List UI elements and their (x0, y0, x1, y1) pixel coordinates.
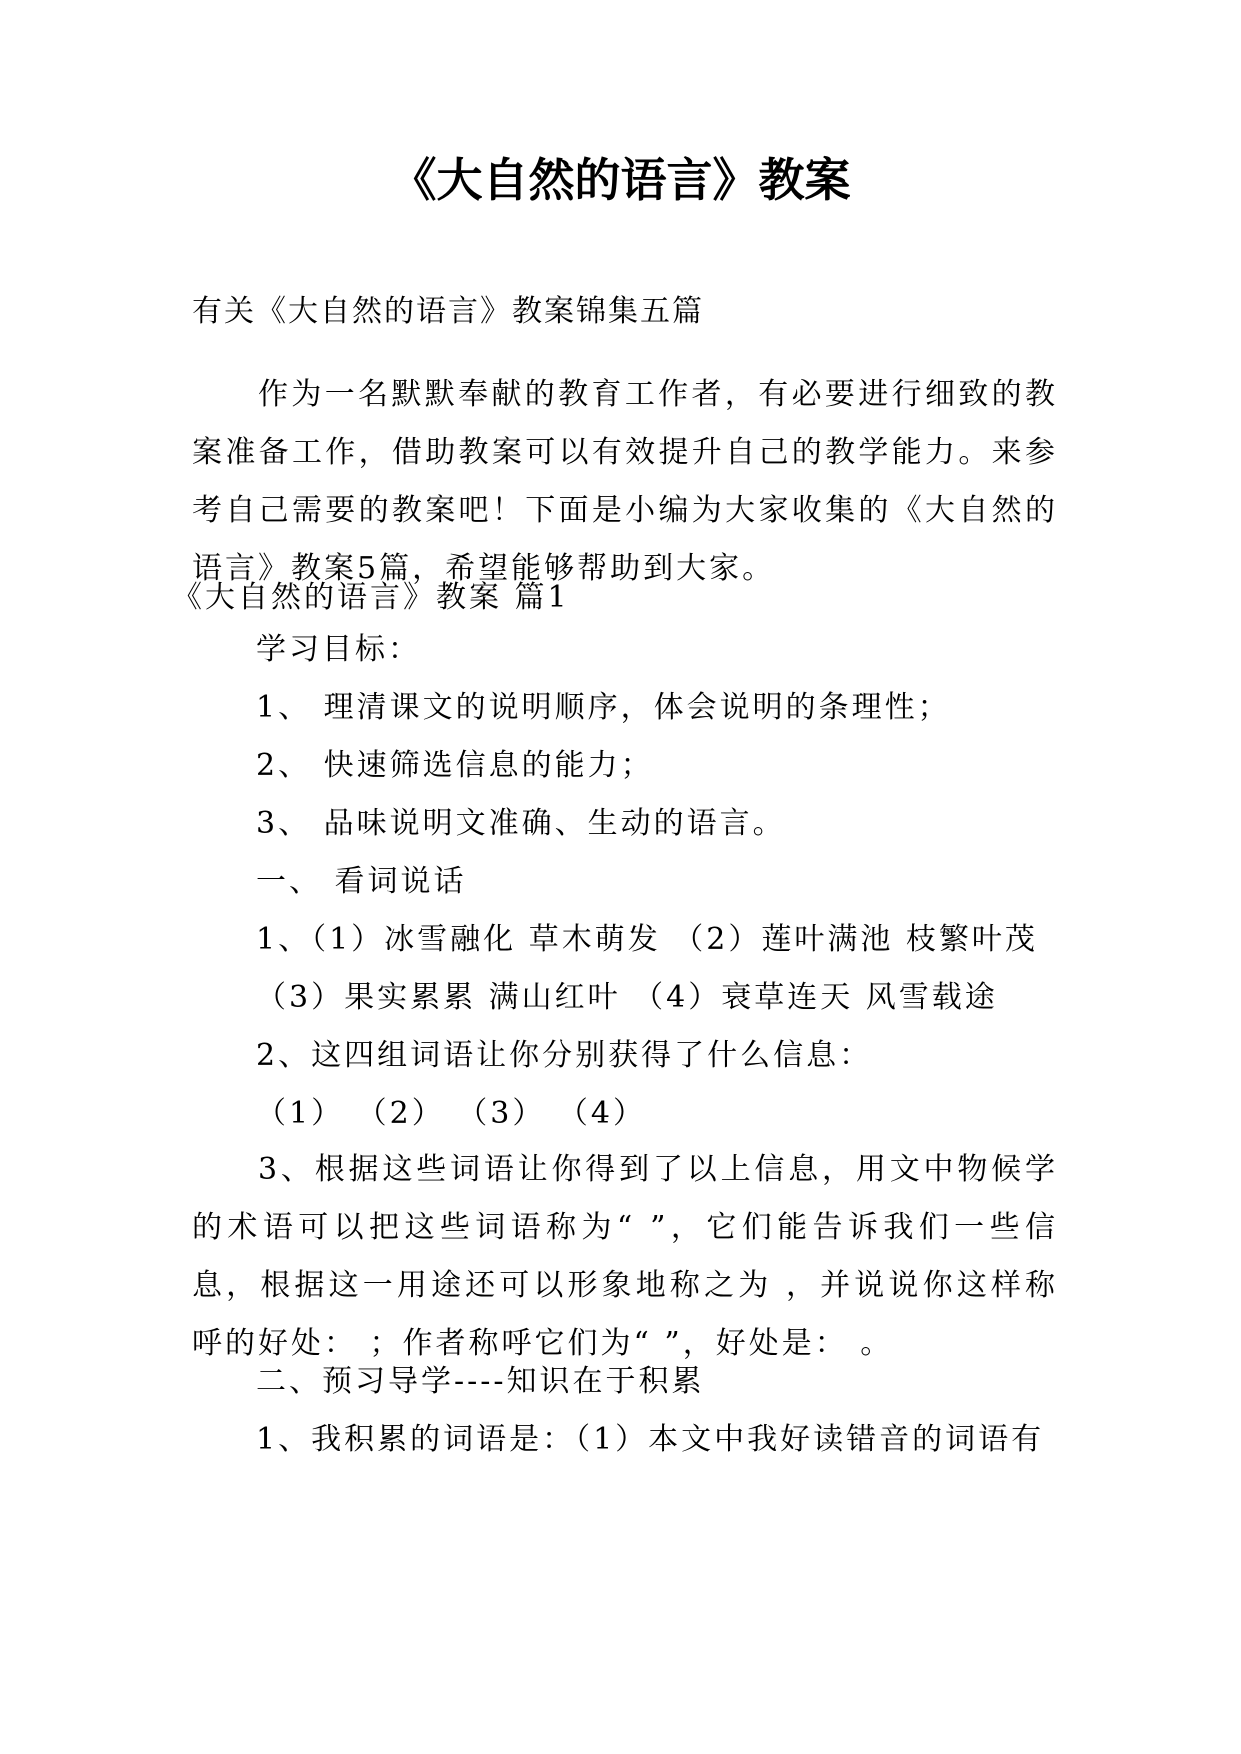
intro-paragraph: 作为一名默默奉献的教育工作者，有必要进行细致的教案准备工作，借助教案可以有效提升自己的教学能力。来参考自己需要的教案吧！下面是小编为大家收集的《大自然的语言》教案5篇，希望能够帮助到大家。 (192, 377, 1058, 586)
objectives-label: 学习目标： (256, 632, 421, 667)
word-groups-line-1: 1、（1）冰雪融化 草木萌发 （2）莲叶满池 枝繁叶茂 (256, 922, 1038, 957)
question-2: 2、这四组词语让你分别获得了什么信息： (256, 1038, 873, 1073)
document-subtitle: 有关《大自然的语言》教案锦集五篇 (192, 294, 704, 329)
objective-item-2: 2、 快速筛选信息的能力； (256, 748, 654, 783)
question-3-paragraph: 3、根据这些词语让你得到了以上信息，用文中物候学的术语可以把这些词语称为“ ”，它们能告诉我们一些信息，根据这一用途还可以形象地称之为 ，并说说你这样称呼的好处： ；作者称呼它们为“ ”，好处是： 。 (192, 1152, 1058, 1361)
word-groups-line-2: （3）果实累累 满山红叶 （4）衰草连天 风雪载途 (256, 980, 998, 1015)
section-heading: 《大自然的语言》教案 篇1 (172, 580, 570, 615)
document-title: 《大自然的语言》教案 (390, 153, 851, 207)
answer-slots: （1） （2） （3） （4） (256, 1096, 646, 1131)
objective-item-1: 1、 理清课文的说明顺序，体会说明的条理性； (256, 690, 951, 725)
objective-item-3: 3、 品味说明文准确、生动的语言。 (256, 806, 786, 841)
part-one-heading: 一、 看词说话 (256, 864, 467, 899)
part-two-item-1: 1、我积累的词语是：（1）本文中我好读错音的词语有 (256, 1422, 1045, 1457)
part-two-heading: 二、预习导学----知识在于积累 (256, 1364, 705, 1399)
